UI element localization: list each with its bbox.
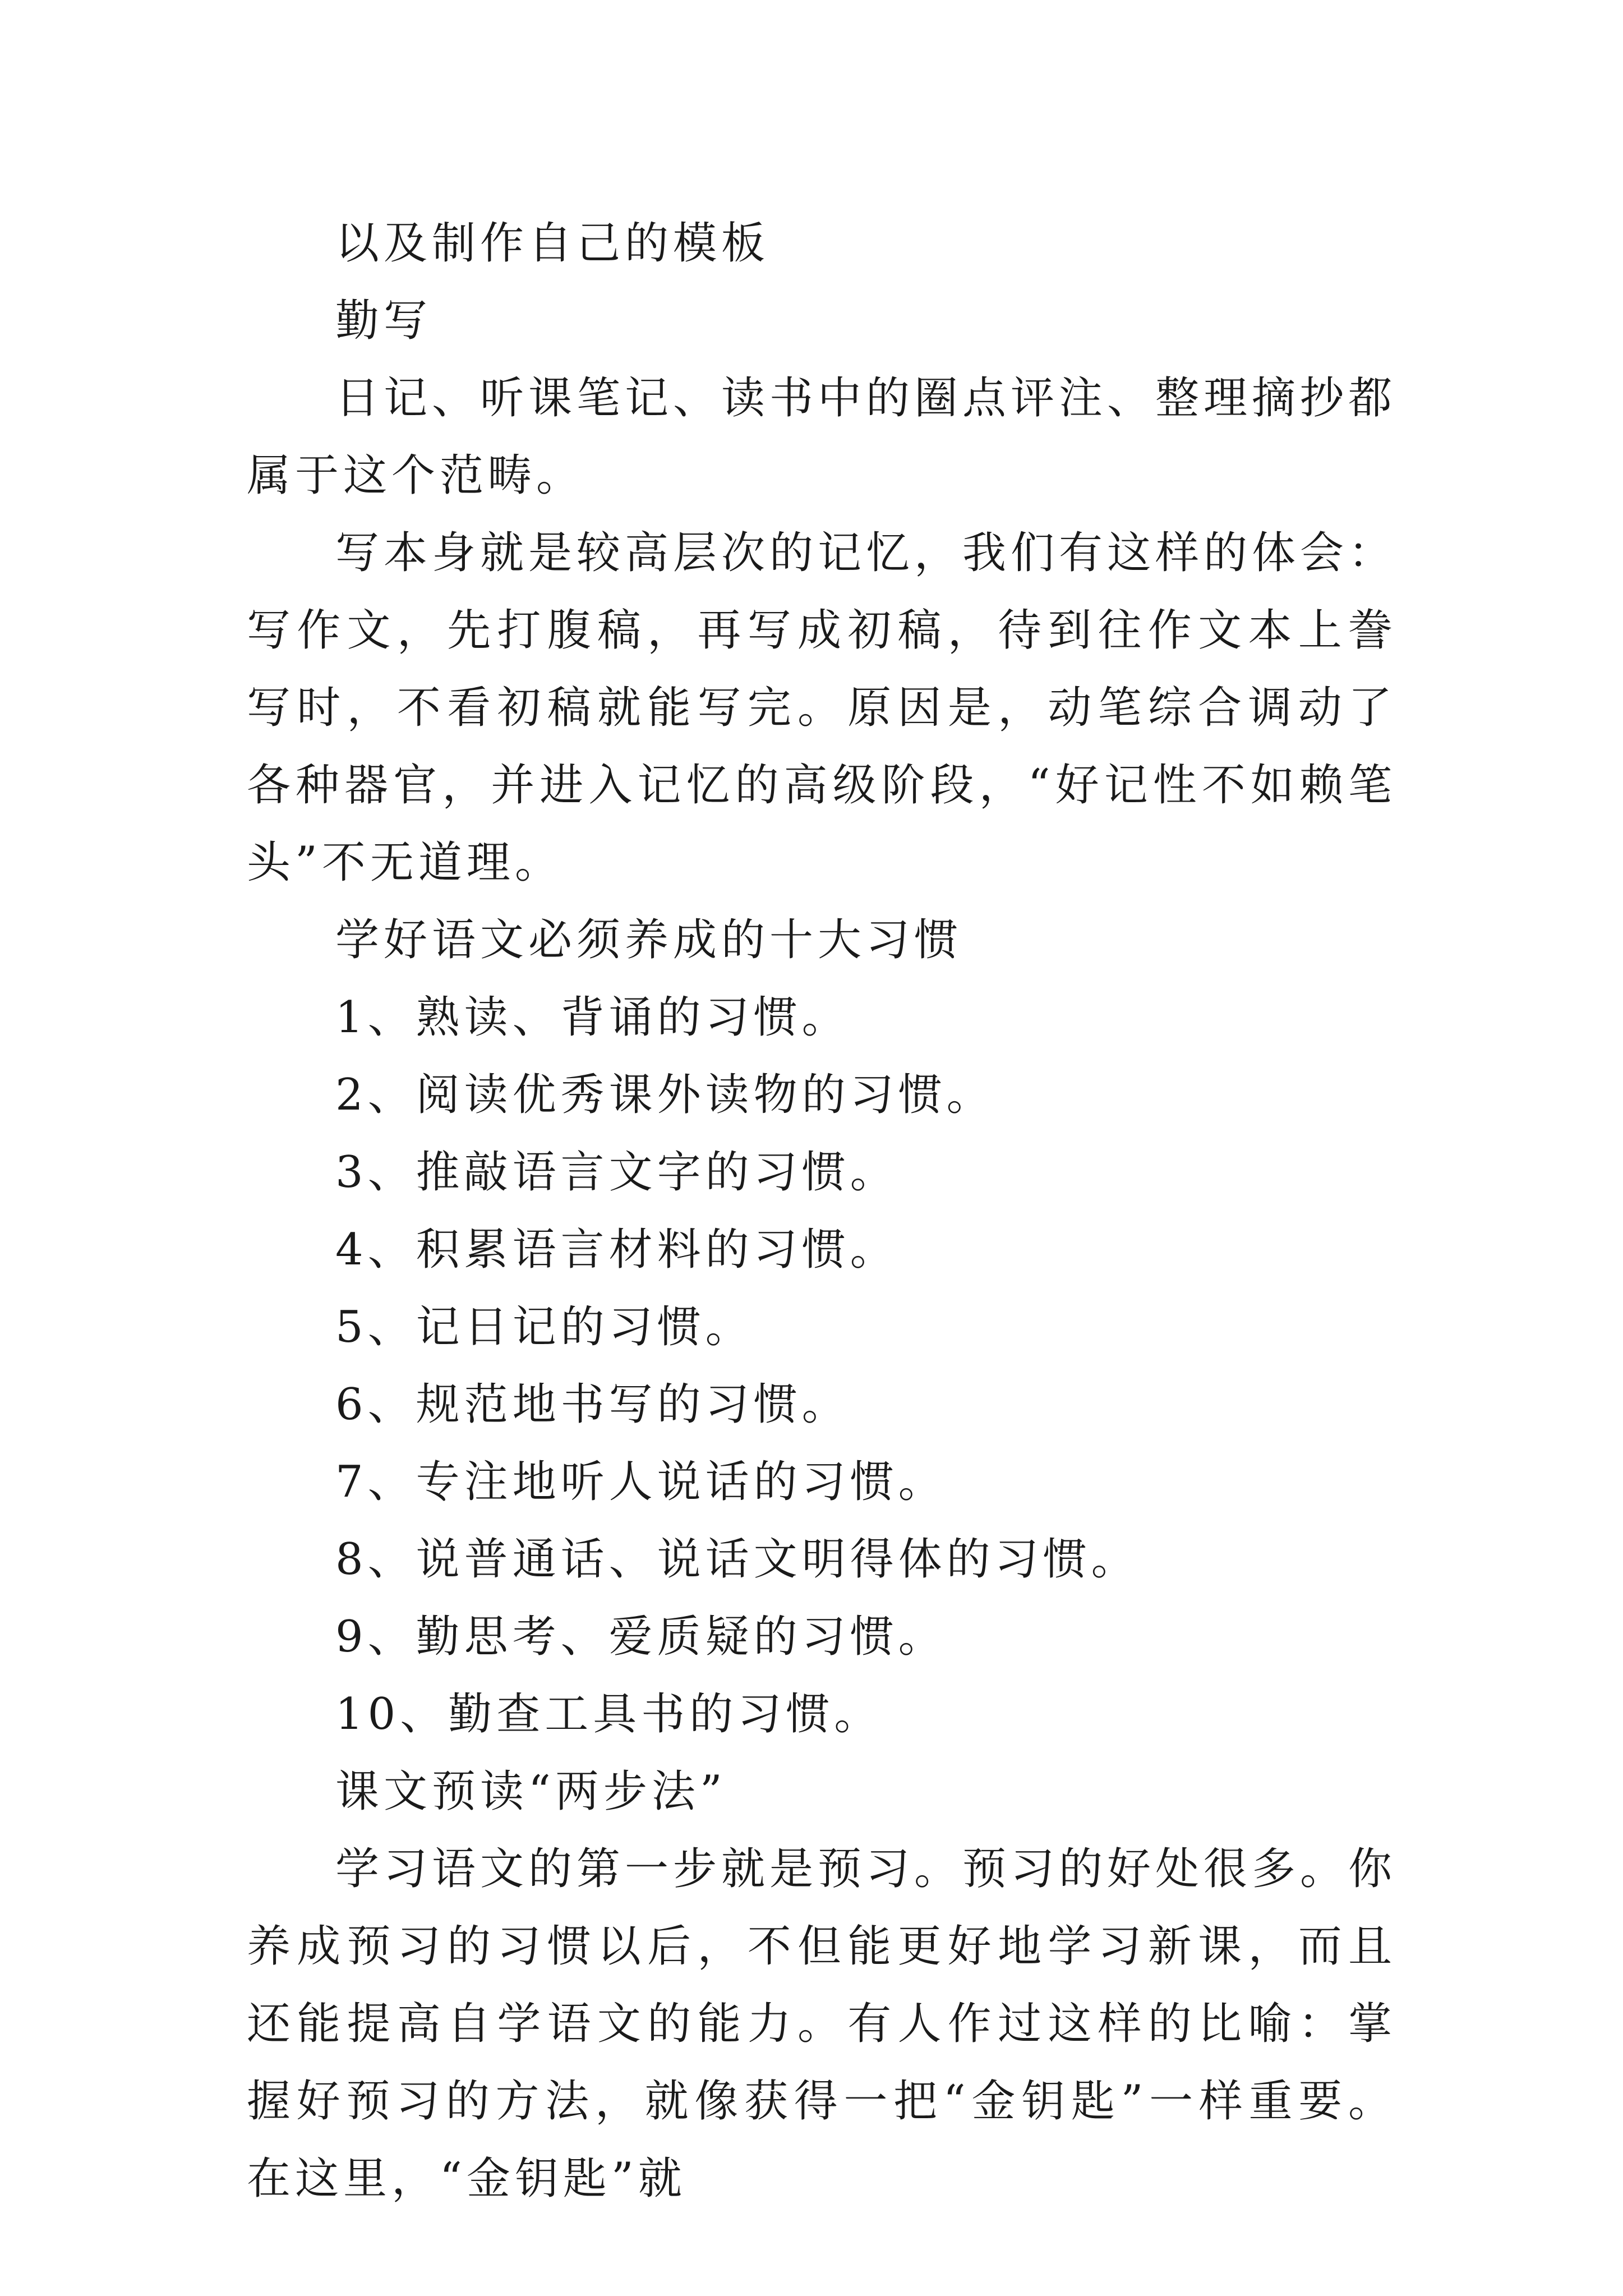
habit-item-8: 8、说普通话、说话文明得体的习惯。 [335,1534,1140,1585]
document-body [247,205,1396,2217]
habit-item-5: 5、记日记的习惯。 [335,1302,754,1352]
habit-item-7: 7、专注地听人说话的习惯。 [335,1457,947,1507]
heading-two-step-preview: 课文预读“两步法” [335,1766,727,1817]
habit-item-9: 9、勤思考、爱质疑的习惯。 [335,1612,947,1662]
heading-write-diligently: 勤写 [335,296,432,346]
paragraph-template-line: 以及制作自己的模板 [335,218,770,269]
paragraph-preview-intro: 学习语文的第一步就是预习。预习的好处很多。你养成预习的习惯以后，不但能更好地学习新课，而且还能提高自学语文的能力。有人作过这样的比喻：掌握好预习的方法，就像获得一把“金钥匙”一样重要。在这里，“金钥匙”就 [247,1844,1397,2204]
paragraph-writing-scope: 日记、听课笔记、读书中的圈点评注、整理摘抄都属于这个范畴。 [247,373,1397,501]
habit-item-1: 1、熟读、背诵的习惯。 [335,992,850,1043]
habit-item-3: 3、推敲语言文字的习惯。 [335,1147,898,1198]
habit-item-4: 4、积累语言材料的习惯。 [335,1225,898,1275]
heading-ten-habits: 学好语文必须养成的十大习惯 [335,915,963,965]
habit-item-10: 10、勤查工具书的习惯。 [335,1689,883,1740]
paragraph-writing-memory: 写本身就是较高层次的记忆，我们有这样的体会：写作文，先打腹稿，再写成初稿，待到往作文本上誊写时，不看初稿就能写完。原因是，动笔综合调动了各种器官，并进入记忆的高级阶段，“好记性不如赖笔头”不无道理。 [247,528,1397,888]
habit-item-2: 2、阅读优秀课外读物的习惯。 [335,1070,995,1120]
habit-item-6: 6、规范地书写的习惯。 [335,1379,850,1430]
